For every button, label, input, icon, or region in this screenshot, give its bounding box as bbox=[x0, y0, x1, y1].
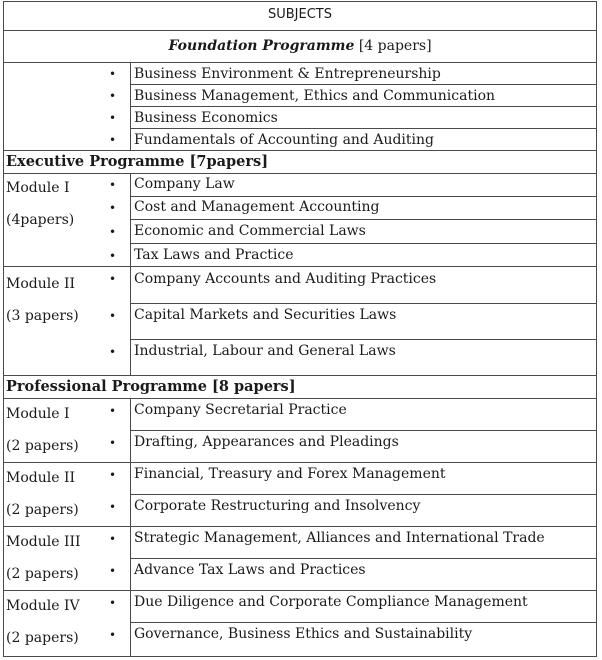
paper-title: Capital Markets and Securities Laws bbox=[134, 307, 397, 323]
subjects-table bbox=[3, 1, 597, 657]
paper-title: Business Economics bbox=[134, 110, 278, 126]
bullet: • bbox=[109, 178, 117, 192]
bullet: • bbox=[109, 596, 117, 610]
paper-divider bbox=[130, 622, 597, 623]
paper-divider bbox=[130, 339, 597, 340]
foundation-title-row bbox=[3, 39, 597, 53]
table-border-bottom bbox=[3, 656, 597, 657]
bullet: • bbox=[109, 133, 117, 147]
paper-title: Due Diligence and Corporate Compliance Management bbox=[134, 594, 528, 610]
module-name: Module II bbox=[6, 470, 76, 486]
bullet: • bbox=[109, 111, 117, 125]
bullet: • bbox=[109, 564, 117, 578]
paper-divider bbox=[130, 243, 597, 244]
foundation-count: [4 papers] bbox=[358, 38, 432, 54]
paper-title: Fundamentals of Accounting and Auditing bbox=[134, 132, 434, 148]
module-name: Module I bbox=[6, 406, 70, 422]
subjects-header: SUBJECTS bbox=[267, 7, 332, 22]
module-count: (3 papers) bbox=[6, 308, 79, 324]
bullet: • bbox=[109, 468, 117, 482]
paper-divider bbox=[130, 84, 597, 85]
module-count: (4papers) bbox=[6, 212, 75, 228]
module-count: (2 papers) bbox=[6, 438, 79, 454]
row-divider bbox=[3, 173, 597, 174]
column-divider bbox=[130, 398, 131, 657]
bullet: • bbox=[109, 67, 117, 81]
column-divider bbox=[130, 173, 131, 375]
paper-title: Corporate Restructuring and Insolvency bbox=[134, 498, 421, 514]
bullet: • bbox=[109, 201, 117, 215]
bullet: • bbox=[109, 249, 117, 263]
bullet: • bbox=[109, 532, 117, 546]
bullet: • bbox=[109, 628, 117, 642]
bullet: • bbox=[109, 500, 117, 514]
paper-title: Tax Laws and Practice bbox=[134, 247, 294, 263]
paper-divider bbox=[130, 558, 597, 559]
foundation-title: Foundation Programme bbox=[168, 38, 355, 54]
module-name: Module I bbox=[6, 180, 70, 196]
table-border-top bbox=[3, 1, 597, 2]
bullet: • bbox=[109, 272, 117, 286]
paper-title: Company Accounts and Auditing Practices bbox=[134, 271, 437, 287]
bullet: • bbox=[109, 345, 117, 359]
module-count: (2 papers) bbox=[6, 630, 79, 646]
module-name: Module IV bbox=[6, 598, 80, 614]
paper-divider bbox=[130, 128, 597, 129]
paper-divider bbox=[130, 196, 597, 197]
row-divider bbox=[3, 398, 597, 399]
row-divider bbox=[3, 62, 597, 63]
bullet: • bbox=[109, 225, 117, 239]
paper-divider bbox=[130, 106, 597, 107]
paper-title: Economic and Commercial Laws bbox=[134, 223, 366, 239]
module-count: (2 papers) bbox=[6, 566, 79, 582]
module-name: Module III bbox=[6, 534, 81, 550]
row-divider bbox=[3, 526, 597, 527]
row-divider bbox=[3, 462, 597, 463]
paper-title: Cost and Management Accounting bbox=[134, 199, 380, 215]
paper-title: Advance Tax Laws and Practices bbox=[134, 562, 366, 578]
paper-title: Business Management, Ethics and Communication bbox=[134, 88, 496, 104]
paper-title: Industrial, Labour and General Laws bbox=[134, 343, 396, 359]
paper-title: Strategic Management, Alliances and International Trade bbox=[134, 530, 545, 546]
executive-heading: Executive Programme [7papers] bbox=[6, 153, 269, 170]
table-border-left bbox=[3, 1, 4, 657]
paper-title: Company Secretarial Practice bbox=[134, 402, 347, 418]
paper-title: Governance, Business Ethics and Sustainability bbox=[134, 626, 473, 642]
bullet: • bbox=[109, 89, 117, 103]
paper-title: Drafting, Appearances and Pleadings bbox=[134, 434, 399, 450]
paper-divider bbox=[130, 430, 597, 431]
module-name: Module II bbox=[6, 276, 76, 292]
professional-heading: Professional Programme [8 papers] bbox=[6, 378, 296, 395]
paper-divider bbox=[130, 303, 597, 304]
bullet: • bbox=[109, 404, 117, 418]
row-divider bbox=[3, 266, 597, 267]
bullet: • bbox=[109, 436, 117, 450]
module-count: (2 papers) bbox=[6, 502, 79, 518]
row-divider bbox=[3, 150, 597, 151]
paper-title: Financial, Treasury and Forex Management bbox=[134, 466, 446, 482]
paper-divider bbox=[130, 494, 597, 495]
paper-title: Business Environment & Entrepreneurship bbox=[134, 66, 441, 82]
row-divider bbox=[3, 590, 597, 591]
paper-divider bbox=[130, 219, 597, 220]
row-divider bbox=[3, 375, 597, 376]
paper-title: Company Law bbox=[134, 176, 235, 192]
row-divider bbox=[3, 30, 597, 31]
bullet: • bbox=[109, 309, 117, 323]
